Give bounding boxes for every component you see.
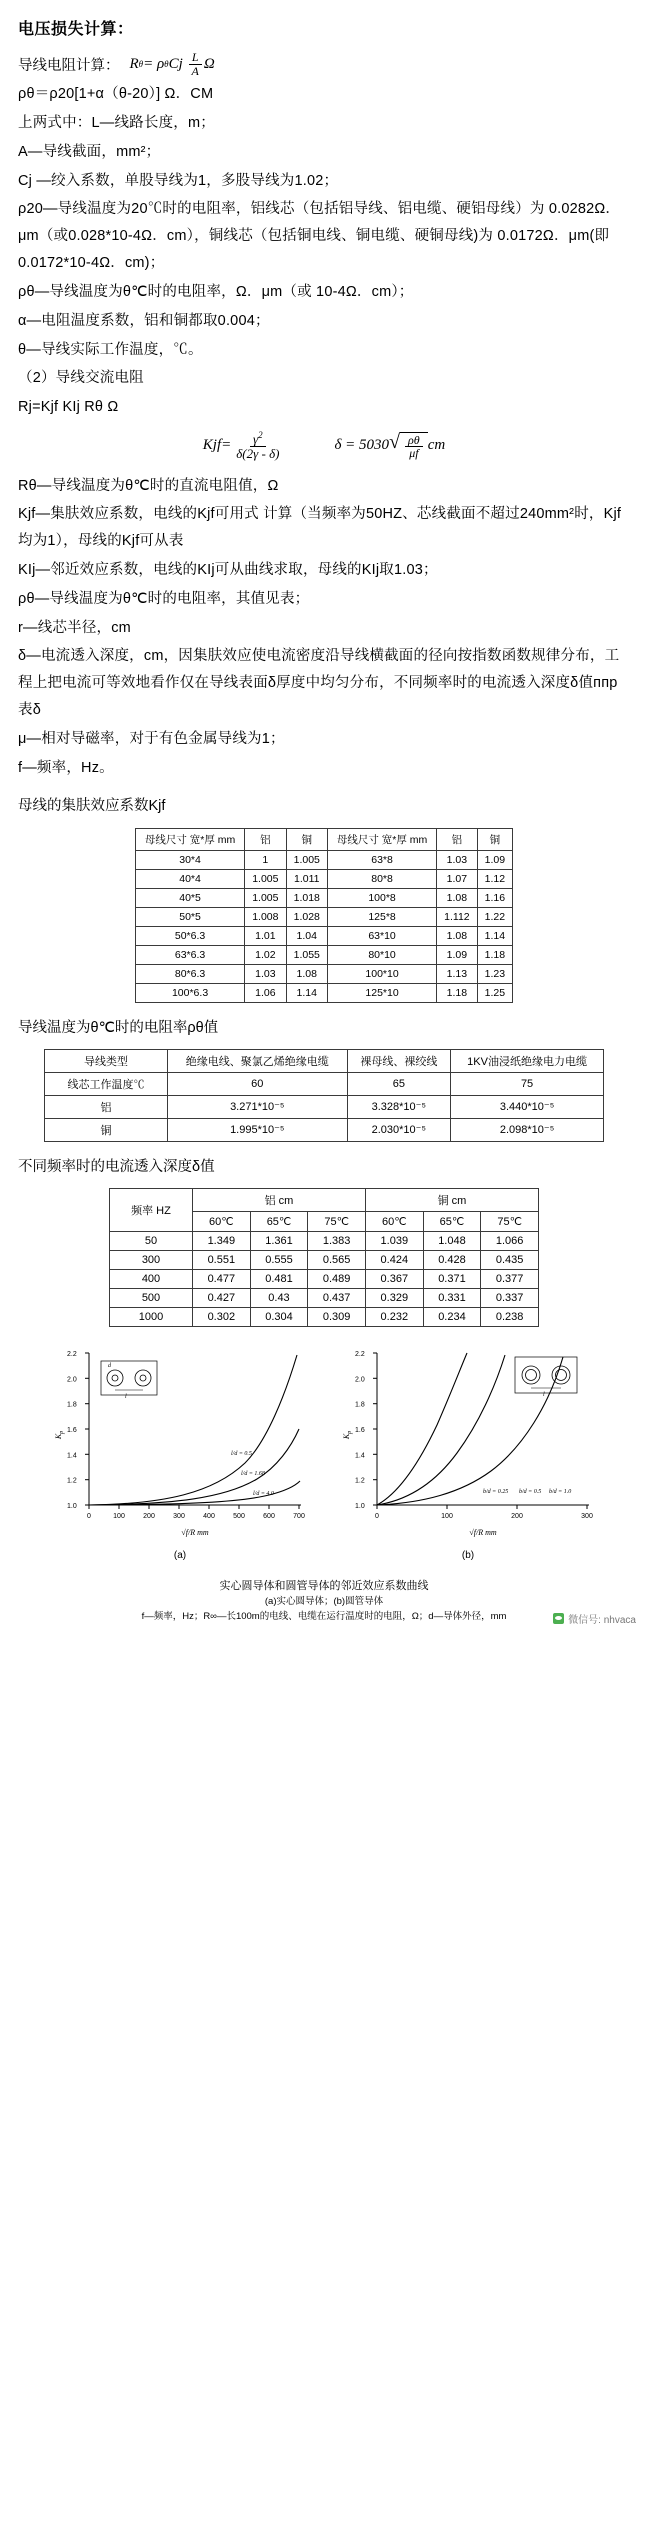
cell: 1.01 bbox=[245, 926, 286, 945]
cell: 1.13 bbox=[437, 964, 478, 983]
table2-title: 导线温度为θ℃时的电阻率ρθ值 bbox=[18, 1019, 219, 1036]
table-row bbox=[136, 850, 513, 869]
cell: 1.09 bbox=[437, 945, 478, 964]
cell: 30*4 bbox=[136, 850, 245, 869]
table-skin-effect-coefficients bbox=[135, 828, 513, 1003]
figure-caption: 实心圆导体和圆管导体的邻近效应系数曲线 bbox=[219, 1579, 429, 1592]
cell: 1.028 bbox=[286, 907, 327, 926]
th-temp: 65℃ bbox=[423, 1211, 481, 1231]
chart-b bbox=[333, 1343, 603, 1561]
table-row bbox=[136, 888, 513, 907]
note-rho-theta: ρθ—导线温度为θ℃时的电阻率，Ω．μm（或 10-4Ω．cm）； bbox=[18, 283, 414, 300]
th-temp: 75℃ bbox=[481, 1211, 539, 1231]
svg-text:2.2: 2.2 bbox=[67, 1350, 77, 1358]
cell: 80*10 bbox=[327, 945, 436, 964]
svg-text:300: 300 bbox=[173, 1512, 185, 1520]
cell: 0.565 bbox=[308, 1250, 366, 1269]
svg-text:l/d = 0.5: l/d = 0.5 bbox=[231, 1450, 252, 1457]
formula-r-theta: R θ = ρ θ Cj $\frac{L}{A}$ Ω bbox=[129, 50, 215, 78]
cell: 1.06 bbox=[245, 983, 286, 1002]
th-insulated: 绝缘电线、聚氯乙烯绝缘电缆 bbox=[168, 1049, 348, 1072]
note-length: 上两式中：L—线路长度，m； bbox=[18, 115, 215, 131]
svg-text:1.8: 1.8 bbox=[355, 1401, 365, 1409]
cell: 1.349 bbox=[193, 1231, 251, 1250]
def-delta: δ—电流透入深度，cm，因集肤效应使电流密度沿导线横截面的径向按指数函数规律分布，工程上把电流可等效地看作仅在导线表面δ厚度中均匀分布，不同频率时的电流透入深度δ值ппр表δ bbox=[18, 648, 620, 719]
cell: 1.08 bbox=[437, 926, 478, 945]
cell: 0.367 bbox=[365, 1269, 423, 1288]
svg-text:1.6: 1.6 bbox=[67, 1426, 77, 1434]
svg-text:2.0: 2.0 bbox=[355, 1376, 365, 1384]
cell: 0.489 bbox=[308, 1269, 366, 1288]
def-f: f—频率，Hz。 bbox=[18, 759, 114, 776]
svg-text:l: l bbox=[543, 1391, 545, 1398]
cell: 线芯工作温度℃ bbox=[45, 1072, 168, 1095]
chart-b-caption: (b) bbox=[461, 1549, 475, 1561]
svg-text:2.0: 2.0 bbox=[67, 1376, 77, 1384]
cell: 0.43 bbox=[250, 1288, 308, 1307]
th-copper: 铜 cm bbox=[365, 1188, 538, 1211]
cell: 2.098*10⁻⁵ bbox=[451, 1118, 604, 1141]
ac-heading: （2）导线交流电阻 bbox=[18, 370, 144, 387]
chart-a-caption: (a) bbox=[173, 1549, 187, 1561]
cell: 100*6.3 bbox=[136, 983, 245, 1002]
cell: 1.08 bbox=[437, 888, 478, 907]
cell: 50*6.3 bbox=[136, 926, 245, 945]
cell: 0.551 bbox=[193, 1250, 251, 1269]
cell: 0.428 bbox=[423, 1250, 481, 1269]
cell: 1.011 bbox=[286, 869, 327, 888]
th-temp: 75℃ bbox=[308, 1211, 366, 1231]
svg-text:1.0: 1.0 bbox=[355, 1502, 365, 1510]
inset-conductor-diagram-a bbox=[101, 1361, 157, 1400]
cell: 1.07 bbox=[437, 869, 478, 888]
svg-text:Kp: $K_p$ bbox=[54, 1430, 65, 1439]
cell: 80*8 bbox=[327, 869, 436, 888]
resistance-label: 导线电阻计算： bbox=[18, 57, 120, 74]
svg-text:l: l bbox=[125, 1393, 127, 1400]
svg-text:1.4: 1.4 bbox=[355, 1452, 365, 1460]
table-row bbox=[110, 1269, 539, 1288]
svg-text:1.8: 1.8 bbox=[67, 1401, 77, 1409]
table-header-row-group bbox=[110, 1188, 539, 1211]
formula-rho-theta: ρθ＝ρ20[1+α（θ-20）] Ω．CM bbox=[18, 86, 214, 103]
svg-text:500: 500 bbox=[233, 1512, 245, 1520]
cell: 1.018 bbox=[286, 888, 327, 907]
svg-text:1.0: 1.0 bbox=[67, 1502, 77, 1510]
cell: 1.361 bbox=[250, 1231, 308, 1250]
note-cj: Cj —绞入系数，单股导线为1，多股导线为1.02； bbox=[18, 172, 339, 189]
svg-text:100: 100 bbox=[113, 1512, 125, 1520]
cell: 1.18 bbox=[477, 945, 512, 964]
page-title: 电压损失计算： bbox=[18, 21, 134, 38]
svg-text:0: 0 bbox=[375, 1512, 379, 1520]
svg-text:1.2: 1.2 bbox=[67, 1477, 77, 1485]
cell: 50 bbox=[110, 1231, 193, 1250]
table-row bbox=[45, 1118, 604, 1141]
svg-text:b/d = 0.25: b/d = 0.25 bbox=[483, 1488, 509, 1495]
cell: 40*5 bbox=[136, 888, 245, 907]
ac-formula: Rj=Kjf KIj Rθ Ω bbox=[18, 399, 119, 416]
th-size-1: 母线尺寸 宽*厚 mm bbox=[136, 828, 245, 850]
cell: 40*4 bbox=[136, 869, 245, 888]
table-row bbox=[45, 1072, 604, 1095]
cell: 0.377 bbox=[481, 1269, 539, 1288]
cell: 60 bbox=[168, 1072, 348, 1095]
def-rho-theta: ρθ—导线温度为θ℃时的电阻率，其值见表； bbox=[18, 590, 310, 607]
cell: 80*6.3 bbox=[136, 964, 245, 983]
svg-text:l/d = 4.0: l/d = 4.0 bbox=[253, 1490, 274, 1497]
th-al-2: 铝 bbox=[437, 828, 478, 850]
table-row bbox=[110, 1231, 539, 1250]
cell: 0.437 bbox=[308, 1288, 366, 1307]
cell: 0.309 bbox=[308, 1307, 366, 1326]
resistance-formula-row bbox=[18, 51, 632, 77]
th-aluminium: 铝 cm bbox=[193, 1188, 366, 1211]
table-header-row bbox=[45, 1049, 604, 1072]
cell: 1.04 bbox=[286, 926, 327, 945]
th-oil-paper: 1KV油浸纸绝缘电力电缆 bbox=[451, 1049, 604, 1072]
cell: 0.329 bbox=[365, 1288, 423, 1307]
cell: 63*8 bbox=[327, 850, 436, 869]
table-row bbox=[136, 964, 513, 983]
note-rho20: ρ20—导线温度为20℃时的电阻率，铝线芯（包括铝导线、铝电缆、硬铝母线）为 0.0282Ω．μm（或0.028*10-4Ω．cm），铜线芯（包括铜电线、铜电缆、硬铜母线)为 0.0172Ω．μm(即 0.0172*10-4Ω．cm)； bbox=[18, 201, 621, 272]
cell: 3.271*10⁻⁵ bbox=[168, 1095, 348, 1118]
cell: 1.048 bbox=[423, 1231, 481, 1250]
def-kjf: Kjf—集肤效应系数，电线的Kjf可用式 计算（当频率为50HZ、芯线截面不超过240mm²时，Kjf均为1），母线的Kjf可从表 bbox=[18, 506, 622, 550]
svg-text:600: 600 bbox=[263, 1512, 275, 1520]
figure-charts bbox=[16, 1343, 632, 1561]
cell: 125*10 bbox=[327, 983, 436, 1002]
cell: 1.383 bbox=[308, 1231, 366, 1250]
watermark bbox=[553, 1611, 636, 1626]
cell: 75 bbox=[451, 1072, 604, 1095]
cell: 1.14 bbox=[477, 926, 512, 945]
th-cu-2: 铜 bbox=[477, 828, 512, 850]
table-row bbox=[110, 1307, 539, 1326]
th-wire-type: 导线类型 bbox=[45, 1049, 168, 1072]
def-kij: KIj—邻近效应系数，电线的KIj可从曲线求取，母线的KIj取1.03； bbox=[18, 561, 438, 578]
cell: 1.112 bbox=[437, 907, 478, 926]
table-row bbox=[110, 1250, 539, 1269]
cell: 1.16 bbox=[477, 888, 512, 907]
cell: 0.481 bbox=[250, 1269, 308, 1288]
th-al-1: 铝 bbox=[245, 828, 286, 850]
cell: 0.302 bbox=[193, 1307, 251, 1326]
cell: 300 bbox=[110, 1250, 193, 1269]
def-r: r—线芯半径，cm bbox=[18, 619, 131, 636]
svg-text:1.6: 1.6 bbox=[355, 1426, 365, 1434]
chart-a bbox=[45, 1343, 315, 1561]
table-row bbox=[136, 983, 513, 1002]
cell: 1.008 bbox=[245, 907, 286, 926]
svg-text:b/d = 1.0: b/d = 1.0 bbox=[549, 1488, 572, 1495]
table3-title: 不同频率时的电流透入深度δ值 bbox=[18, 1158, 215, 1175]
cell: 1.03 bbox=[437, 850, 478, 869]
svg-text:700: 700 bbox=[293, 1512, 305, 1520]
kjf-formula: Kjf = $\frac{\gamma^2}{\delta(2\gamma - \delta)}$ bbox=[202, 429, 280, 461]
cell: 0.435 bbox=[481, 1250, 539, 1269]
watermark-text: 微信号: nhvaca bbox=[568, 1614, 636, 1626]
cell: 铜 bbox=[45, 1118, 168, 1141]
cell: 1.055 bbox=[286, 945, 327, 964]
cell: 0.331 bbox=[423, 1288, 481, 1307]
cell: 0.304 bbox=[250, 1307, 308, 1326]
svg-text:b/d = 0.5: b/d = 0.5 bbox=[519, 1488, 542, 1495]
svg-text:√f/R mm: √f/R mm bbox=[181, 1527, 209, 1537]
cell: 1.005 bbox=[245, 888, 286, 907]
figure-sub1: (a)实心圆导体；(b)圆管导体 bbox=[264, 1596, 384, 1608]
cell: 0.427 bbox=[193, 1288, 251, 1307]
cell: 铝 bbox=[45, 1095, 168, 1118]
cell: 1.14 bbox=[286, 983, 327, 1002]
svg-text:200: 200 bbox=[511, 1512, 523, 1520]
svg-text:1.4: 1.4 bbox=[67, 1452, 77, 1460]
inset-conductor-diagram-b bbox=[515, 1357, 577, 1398]
th-temp: 65℃ bbox=[250, 1211, 308, 1231]
chart-a-svg bbox=[45, 1343, 315, 1543]
th-cu-1: 铜 bbox=[286, 828, 327, 850]
svg-text:100: 100 bbox=[441, 1512, 453, 1520]
th-frequency: 频率 HZ bbox=[110, 1188, 193, 1231]
cell: 1.039 bbox=[365, 1231, 423, 1250]
cell: 0.424 bbox=[365, 1250, 423, 1269]
svg-text:d: d bbox=[108, 1362, 111, 1369]
cell: 100*8 bbox=[327, 888, 436, 907]
svg-text:2.2: 2.2 bbox=[355, 1350, 365, 1358]
cell: 1.12 bbox=[477, 869, 512, 888]
cell: 1.25 bbox=[477, 983, 512, 1002]
def-r-theta: Rθ—导线温度为θ℃时的直流电阻值，Ω bbox=[18, 477, 279, 494]
cell: 2.030*10⁻⁵ bbox=[347, 1118, 451, 1141]
note-theta: θ—导线实际工作温度，℃。 bbox=[18, 341, 203, 358]
cell: 1.02 bbox=[245, 945, 286, 964]
cell: 0.371 bbox=[423, 1269, 481, 1288]
th-temp: 60℃ bbox=[365, 1211, 423, 1231]
table-row bbox=[136, 945, 513, 964]
th-bare: 裸母线、裸绞线 bbox=[347, 1049, 451, 1072]
cell: 1.005 bbox=[286, 850, 327, 869]
th-size-2: 母线尺寸 宽*厚 mm bbox=[327, 828, 436, 850]
cell: 1.22 bbox=[477, 907, 512, 926]
cell: 125*8 bbox=[327, 907, 436, 926]
cell: 1.09 bbox=[477, 850, 512, 869]
kjf-delta-formula-block bbox=[16, 431, 632, 461]
cell: 1.23 bbox=[477, 964, 512, 983]
cell: 63*6.3 bbox=[136, 945, 245, 964]
svg-text:0: 0 bbox=[87, 1512, 91, 1520]
cell: 500 bbox=[110, 1288, 193, 1307]
table1-title: 母线的集肤效应系数Kjf bbox=[18, 798, 166, 815]
cell: 1.995*10⁻⁵ bbox=[168, 1118, 348, 1141]
cell: 1.08 bbox=[286, 964, 327, 983]
svg-text:200: 200 bbox=[143, 1512, 155, 1520]
cell: 1.005 bbox=[245, 869, 286, 888]
svg-text:1.2: 1.2 bbox=[355, 1477, 365, 1485]
cell: 1 bbox=[245, 850, 286, 869]
table-row bbox=[136, 926, 513, 945]
svg-text:l/d = 1.68: l/d = 1.68 bbox=[241, 1470, 265, 1477]
table-current-penetration-depth bbox=[109, 1188, 539, 1327]
note-alpha: α—电阻温度系数，铝和铜都取0.004； bbox=[18, 312, 270, 329]
cell: 3.328*10⁻⁵ bbox=[347, 1095, 451, 1118]
delta-formula: δ = 5030 √ $\frac{\rho\theta}{\mu f}$ cm bbox=[334, 430, 446, 461]
def-mu: μ—相对导磁率，对于有色金属导线为1； bbox=[18, 730, 285, 747]
cell: 0.555 bbox=[250, 1250, 308, 1269]
cell: 100*10 bbox=[327, 964, 436, 983]
table-resistivity-values bbox=[44, 1049, 604, 1142]
cell: 1000 bbox=[110, 1307, 193, 1326]
svg-text:400: 400 bbox=[203, 1512, 215, 1520]
cell: 0.337 bbox=[481, 1288, 539, 1307]
cell: 0.477 bbox=[193, 1269, 251, 1288]
svg-text:Kp: $K_p$ bbox=[342, 1430, 353, 1439]
cell: 400 bbox=[110, 1269, 193, 1288]
table-row bbox=[136, 869, 513, 888]
figure-sub2: f—频率，Hz；R∞—长100m的电线、电缆在运行温度时的电阻，Ω；d—导体外径，mm bbox=[141, 1610, 507, 1622]
note-section: A—导线截面，mm²； bbox=[18, 143, 161, 160]
cell: 0.234 bbox=[423, 1307, 481, 1326]
table-row bbox=[45, 1095, 604, 1118]
cell: 65 bbox=[347, 1072, 451, 1095]
cell: 1.18 bbox=[437, 983, 478, 1002]
table-row bbox=[110, 1288, 539, 1307]
svg-text:√f/R mm: √f/R mm bbox=[469, 1527, 497, 1537]
cell: 0.232 bbox=[365, 1307, 423, 1326]
cell: 0.238 bbox=[481, 1307, 539, 1326]
cell: 1.03 bbox=[245, 964, 286, 983]
cell: 1.066 bbox=[481, 1231, 539, 1250]
figure-caption-block bbox=[16, 1577, 632, 1624]
wechat-icon bbox=[553, 1613, 564, 1624]
cell: 50*5 bbox=[136, 907, 245, 926]
table-header-row bbox=[136, 828, 513, 850]
cell: 63*10 bbox=[327, 926, 436, 945]
chart-b-svg bbox=[333, 1343, 603, 1543]
cell: 3.440*10⁻⁵ bbox=[451, 1095, 604, 1118]
svg-text:300: 300 bbox=[581, 1512, 593, 1520]
table-row bbox=[136, 907, 513, 926]
th-temp: 60℃ bbox=[193, 1211, 251, 1231]
